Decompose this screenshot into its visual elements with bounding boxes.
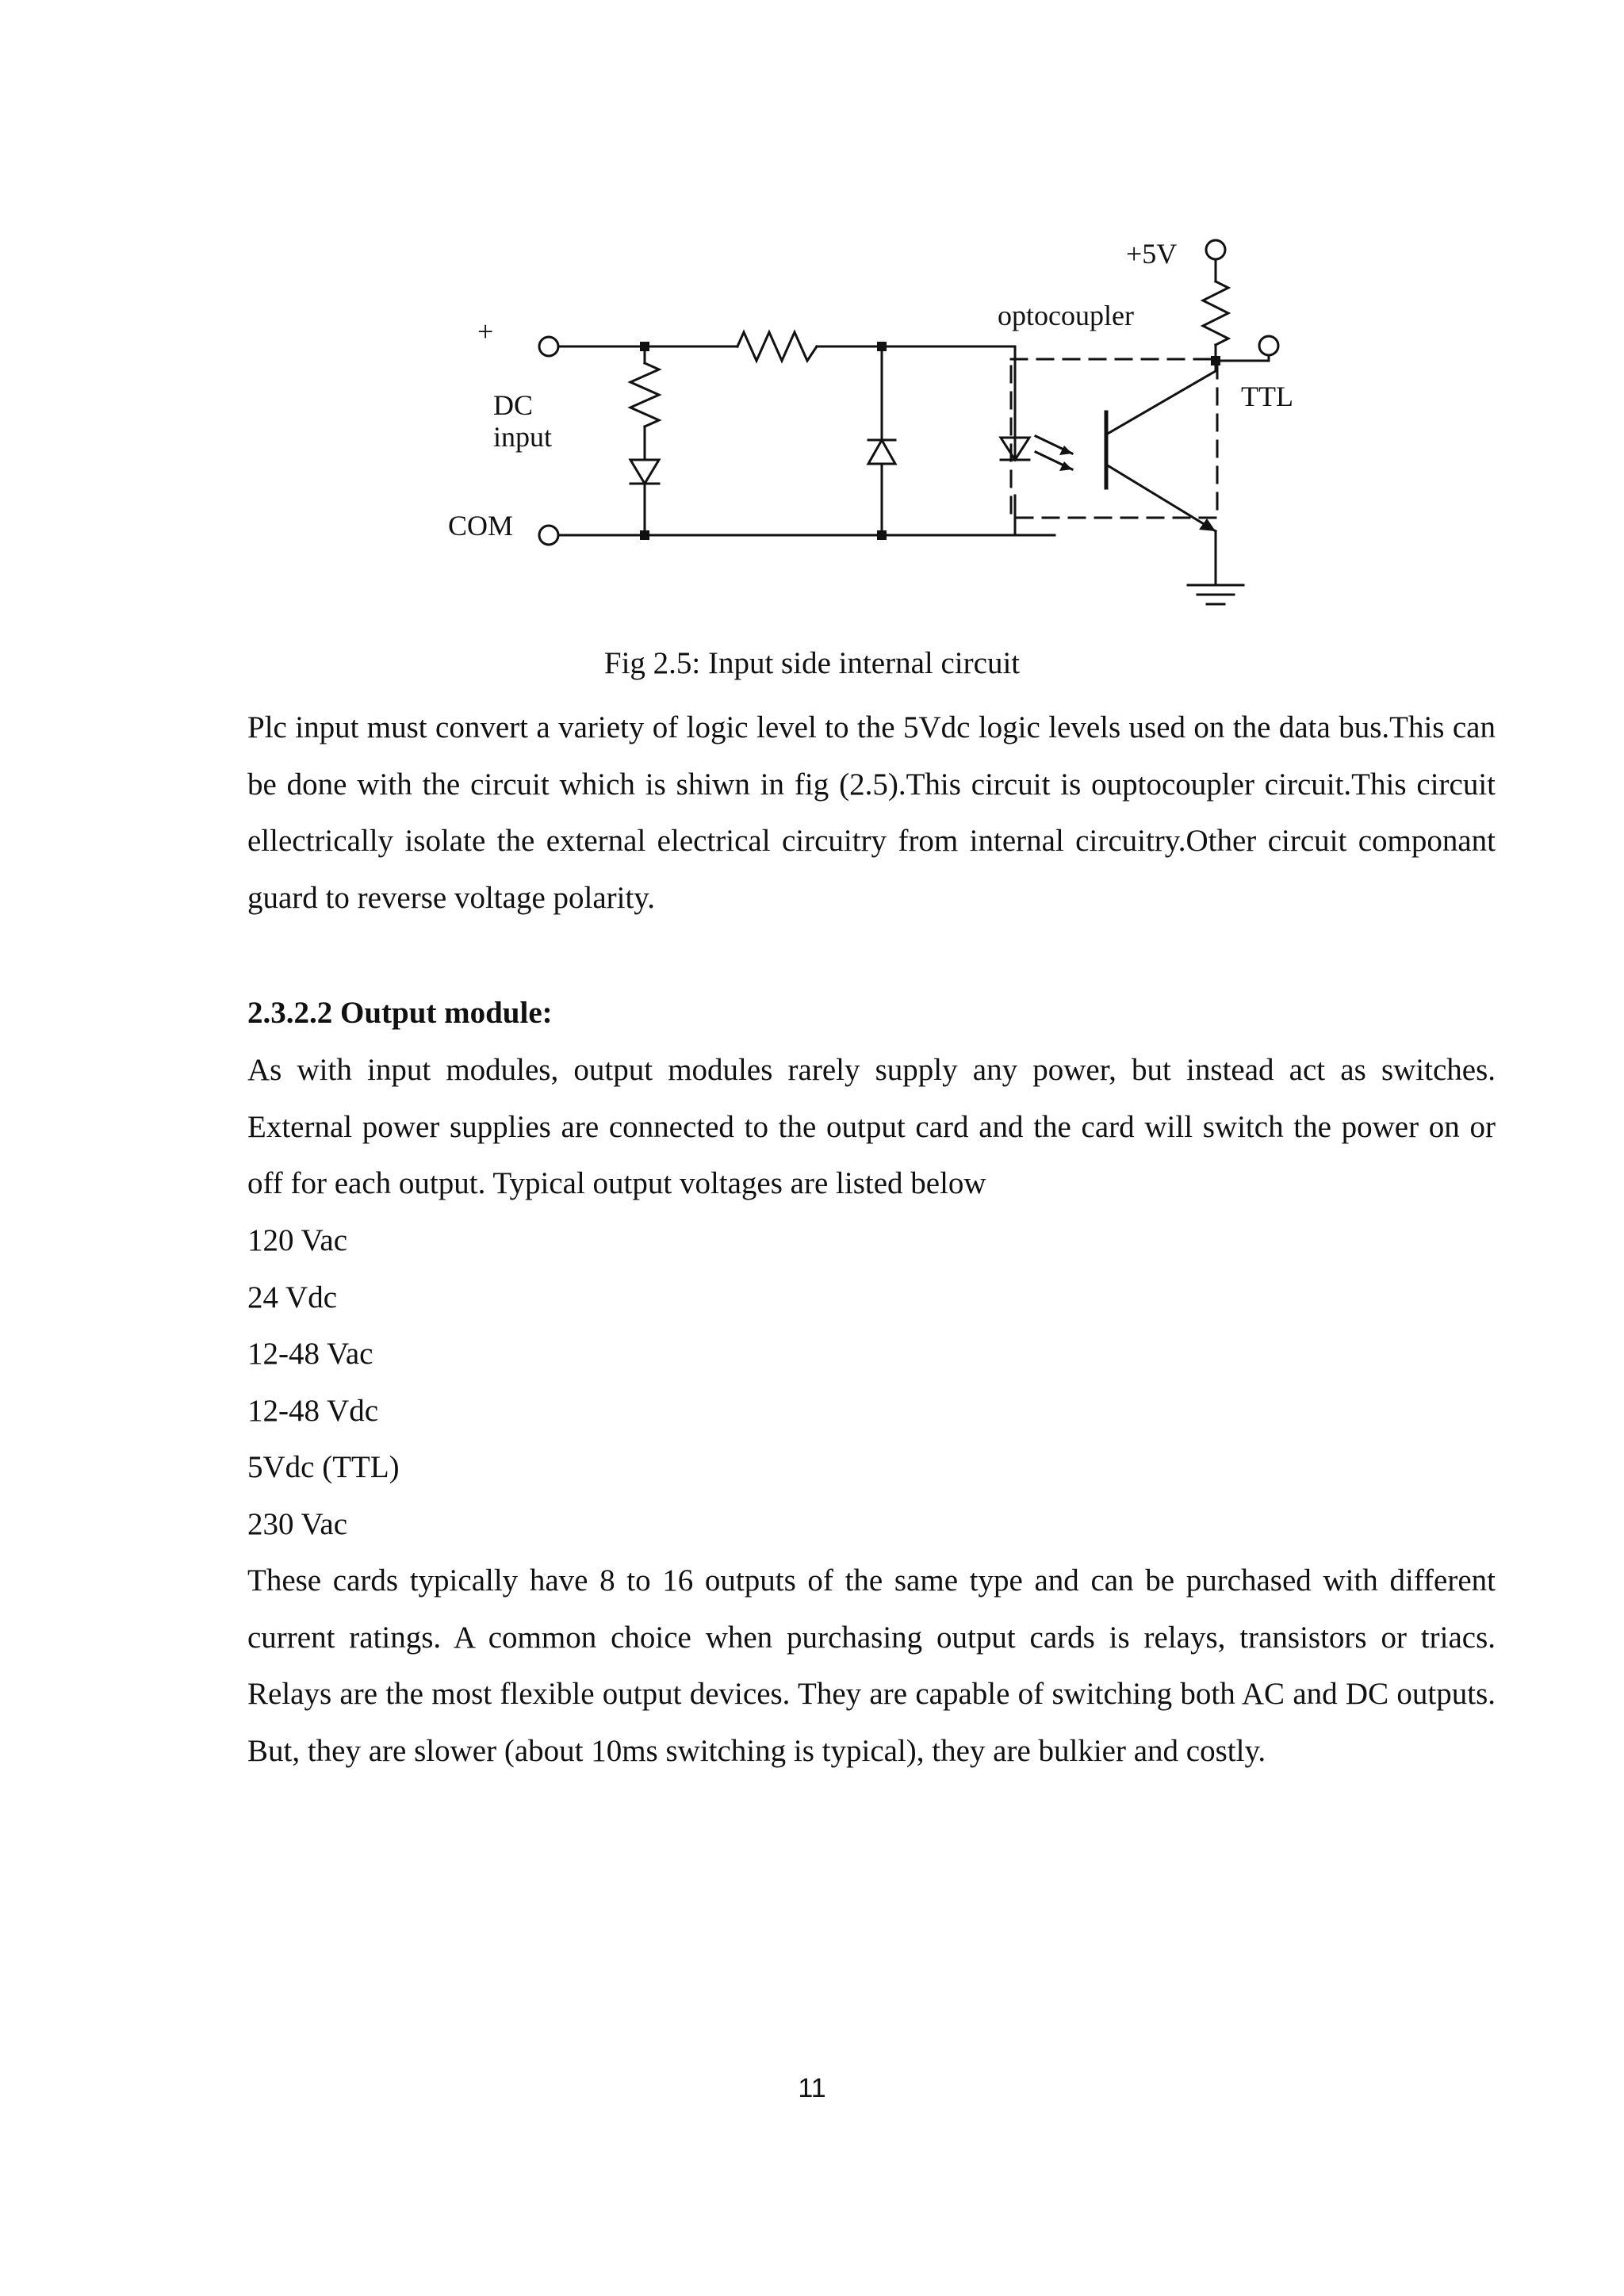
optocoupler-label: optocoupler [998,300,1134,331]
dc-input-label-line2: input [493,421,553,453]
figure-caption: Fig 2.5: Input side internal circuit [603,646,1021,680]
output-voltage-list [247,1212,400,1552]
series-resistor [737,332,817,361]
com-label: COM [448,510,514,541]
plus5v-label: +5V [1126,238,1178,270]
ttl-terminal [1259,336,1278,355]
plus-terminal [539,337,558,356]
reverse-protection-diode [868,440,895,464]
list-item: 230 Vac [247,1506,348,1541]
list-item: 24 Vdc [247,1280,338,1314]
list-item: 5Vdc (TTL) [247,1450,400,1484]
circuit-diagram [428,222,1316,626]
pullup-resistor [1203,281,1228,345]
list-item: 12-48 Vac [247,1337,373,1371]
list-item: 120 Vac [247,1223,348,1257]
shunt-diode [630,460,659,484]
input-circuit-svg [428,222,1316,626]
section-heading: 2.3.2.2 Output module: [247,996,553,1030]
body-paragraph-1: Plc input must convert a variety of logic level to the 5Vdc logic levels used on the data bus.This can be done with the circuit which is shiwn in fig (2.5).This circuit is ouptocoupler circuit.This circuit ellectrically isolate the external electrical circuitry from internal circuitry.Other circuit componant guard to reverse voltage polarity. [247,710,1496,915]
body-paragraph-2: As with input modules, output modules rarely supply any power, but instead act as switches. External power supplies are connected to the output card and the card will switch the power on or off for each output. Typical output voltages are listed below [247,1053,1496,1200]
com-terminal [539,526,558,545]
plus-label: + [477,316,494,347]
page-number: 11 [798,2073,826,2103]
body-paragraph-3: These cards typically have 8 to 16 outputs of the same type and can be purchased with different current ratings. A common choice when purchasing output cards is relays, transistors or triacs. Relays are the most flexible output devices. They are capable of switching both AC and DC outputs. But, they are slower (about 10ms switching is typical), they are bulkier and costly. [247,1563,1496,1768]
ttl-label: TTL [1241,381,1293,412]
plus5v-terminal [1206,240,1225,259]
list-item: 12-48 Vdc [247,1393,379,1428]
shunt-resistor [630,363,659,427]
dc-input-label-line1: DC [493,389,534,421]
